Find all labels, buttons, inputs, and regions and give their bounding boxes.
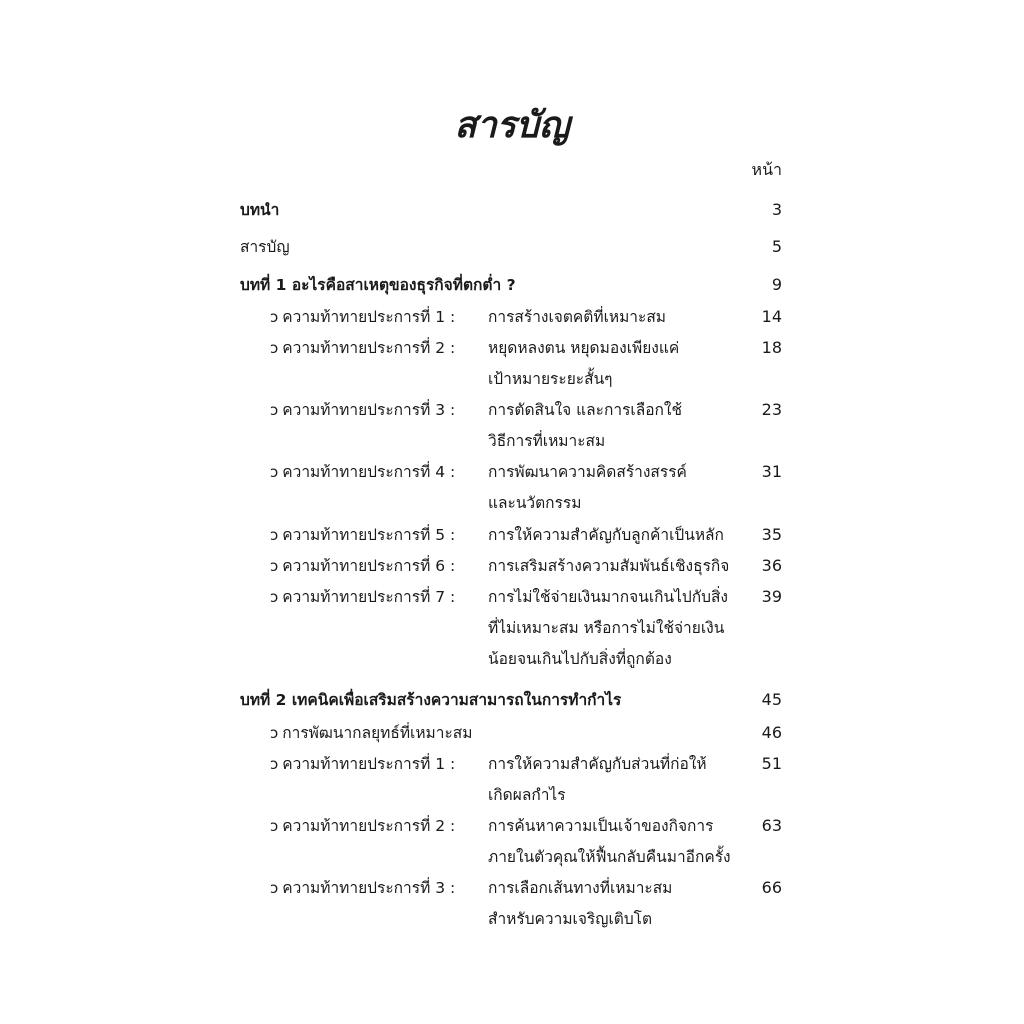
toc-page-number: 5	[771, 237, 782, 256]
loop-bullet-icon: ↄ	[270, 463, 279, 481]
toc-page-number: 35	[761, 525, 782, 544]
challenge-label: ความท้าทายประการที่ 3 :	[282, 401, 456, 419]
loop-bullet-icon: ↄ	[270, 588, 279, 606]
challenge-desc: เป้าหมายระยะสั้นๆ	[488, 370, 613, 388]
toc-page-number: 9	[771, 275, 782, 294]
loop-bullet-icon: ↄ	[270, 526, 279, 544]
challenge-desc: ที่ไม่เหมาะสม หรือการไม่ใช้จ่ายเงิน	[488, 619, 725, 637]
toc-entry-chapter-1[interactable]: บทที่ 1 อะไรคือสาเหตุของธุรกิจที่ตกต่ำ ?	[240, 276, 516, 294]
challenge-label: ความท้าทายประการที่ 1 :	[282, 755, 456, 773]
challenge-desc: วิธีการที่เหมาะสม	[488, 432, 606, 450]
toc-page-number: 66	[761, 878, 782, 897]
toc-entry-challenge[interactable]	[270, 587, 455, 607]
toc-page-number: 23	[761, 400, 782, 419]
challenge-desc: การสร้างเจตคติที่เหมาะสม	[488, 308, 667, 326]
challenge-desc: น้อยจนเกินไปกับสิ่งที่ถูกต้อง	[488, 650, 672, 668]
challenge-desc: การเลือกเส้นทางที่เหมาะสม	[488, 879, 673, 897]
challenge-desc: การให้ความสำคัญกับส่วนที่ก่อให้	[488, 755, 707, 773]
page-column-label: หน้า	[751, 160, 782, 179]
toc-page-number: 31	[761, 462, 782, 481]
toc-entry-challenge[interactable]	[270, 462, 455, 482]
toc-page-number: 14	[761, 307, 782, 326]
challenge-label: ความท้าทายประการที่ 2 :	[282, 339, 456, 357]
toc-page-number: 18	[761, 338, 782, 357]
challenge-desc: สำหรับความเจริญเติบโต	[488, 910, 653, 928]
loop-bullet-icon: ↄ	[270, 308, 279, 326]
loop-bullet-icon: ↄ	[270, 401, 279, 419]
page-title: สารบัญ	[454, 105, 570, 146]
challenge-desc: การไม่ใช้จ่ายเงินมากจนเกินไปกับสิ่ง	[488, 588, 728, 606]
loop-bullet-icon: ↄ	[270, 879, 279, 897]
bullet-text: การพัฒนากลยุทธ์ที่เหมาะสม	[282, 724, 473, 742]
toc-entry-challenge[interactable]	[270, 338, 455, 358]
loop-bullet-icon: ↄ	[270, 724, 279, 742]
toc-page-number: 45	[761, 690, 782, 709]
toc-page-number: 36	[761, 556, 782, 575]
challenge-desc: การให้ความสำคัญกับลูกค้าเป็นหลัก	[488, 526, 724, 544]
toc-page-number: 46	[761, 723, 782, 742]
toc-entry-challenge[interactable]	[270, 400, 455, 420]
challenge-desc: หยุดหลงตน หยุดมองเพียงแค่	[488, 339, 680, 357]
challenge-label: ความท้าทายประการที่ 5 :	[282, 526, 456, 544]
toc-entry-chapter-2[interactable]: บทที่ 2 เทคนิคเพื่อเสริมสร้างความสามารถในการทำกำไร	[240, 691, 622, 709]
toc-entry-challenge[interactable]	[270, 556, 455, 576]
loop-bullet-icon: ↄ	[270, 339, 279, 357]
challenge-label: ความท้าทายประการที่ 3 :	[282, 879, 456, 897]
challenge-label: ความท้าทายประการที่ 2 :	[282, 817, 456, 835]
challenge-label: ความท้าทายประการที่ 7 :	[282, 588, 456, 606]
toc-entry-strategy[interactable]	[270, 723, 472, 743]
challenge-desc: การเสริมสร้างความสัมพันธ์เชิงธุรกิจ	[488, 557, 730, 575]
toc-page-number: 51	[761, 754, 782, 773]
challenge-desc: ภายในตัวคุณให้ฟื้นกลับคืนมาอีกครั้ง	[488, 848, 731, 866]
loop-bullet-icon: ↄ	[270, 817, 279, 835]
challenge-desc: การค้นหาความเป็นเจ้าของกิจการ	[488, 817, 714, 835]
challenge-desc: และนวัตกรรม	[488, 494, 582, 512]
challenge-desc: เกิดผลกำไร	[488, 786, 566, 804]
toc-entry-challenge[interactable]	[270, 878, 455, 898]
toc-page-number: 3	[771, 200, 782, 219]
toc-entry-intro[interactable]: บทนำ	[240, 201, 280, 219]
toc-entry-challenge[interactable]	[270, 816, 455, 836]
toc-entry-contents[interactable]: สารบัญ	[240, 238, 290, 256]
toc-page-number: 63	[761, 816, 782, 835]
challenge-label: ความท้าทายประการที่ 6 :	[282, 557, 456, 575]
challenge-desc: การพัฒนาความคิดสร้างสรรค์	[488, 463, 687, 481]
challenge-label: ความท้าทายประการที่ 4 :	[282, 463, 456, 481]
toc-entry-challenge[interactable]	[270, 754, 455, 774]
loop-bullet-icon: ↄ	[270, 557, 279, 575]
toc-page-number: 39	[761, 587, 782, 606]
challenge-label: ความท้าทายประการที่ 1 :	[282, 308, 456, 326]
challenge-desc: การตัดสินใจ และการเลือกใช้	[488, 401, 682, 419]
toc-entry-challenge[interactable]	[270, 307, 455, 327]
loop-bullet-icon: ↄ	[270, 755, 279, 773]
toc-entry-challenge[interactable]	[270, 525, 455, 545]
